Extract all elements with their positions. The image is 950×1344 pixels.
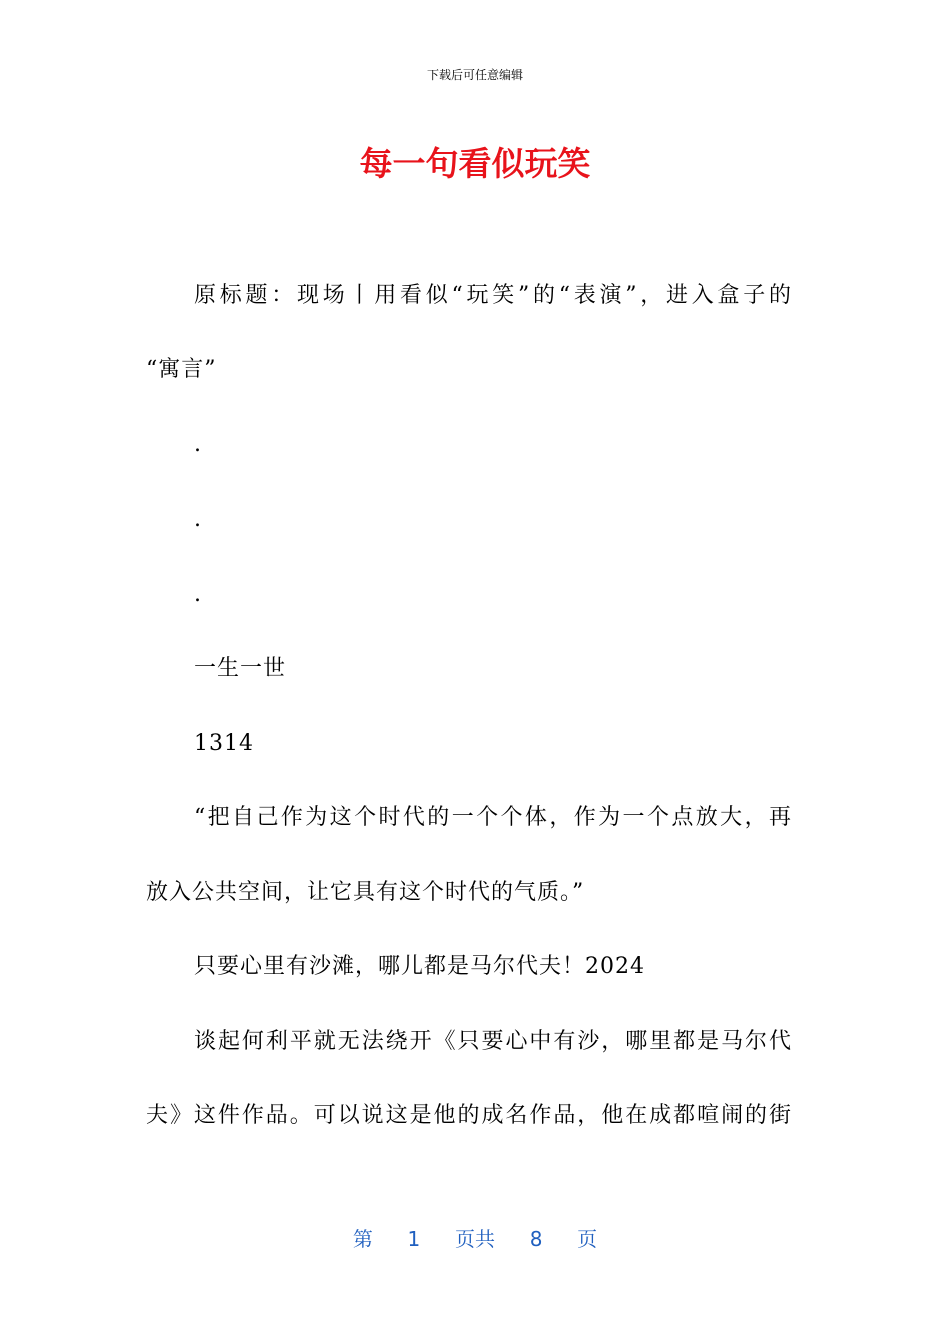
paragraph-line: 夫》这件作品。可以说这是他的成名作品，他在成都喧闹的街 [146,1103,792,1128]
paragraph-line: 放入公共空间，让它具有这个时代的气质。” [146,880,585,905]
footer-current-page: 1 [407,1227,421,1251]
paragraph-line: “寓言” [146,357,217,382]
paragraph-dot: . [194,582,202,607]
header-note: 下载后可任意编辑 [426,68,523,82]
paragraph-line: 谈起何利平就无法绕开《只要心中有沙，哪里都是马尔代 [194,1029,792,1054]
paragraph-dot: . [194,507,202,532]
page-footer [0,1226,950,1252]
footer-suffix: 页 [577,1227,598,1251]
footer-total-pages: 8 [529,1227,543,1251]
paragraph-line: “把自己作为这个时代的一个个体，作为一个点放大，再 [194,805,792,830]
paragraph-line: 原标题：现场丨用看似“玩笑”的“表演”，进入盒子的 [194,283,792,308]
paragraph-line: 只要心里有沙滩，哪儿都是马尔代夫！2024 [194,954,645,979]
footer-prefix: 第 [352,1227,373,1251]
document-title: 每一句看似玩笑 [359,144,591,183]
footer-middle: 页共 [455,1227,495,1251]
paragraph-line: 1314 [194,731,254,756]
paragraph-dot: . [194,432,202,457]
paragraph-line: 一生一世 [194,656,287,681]
